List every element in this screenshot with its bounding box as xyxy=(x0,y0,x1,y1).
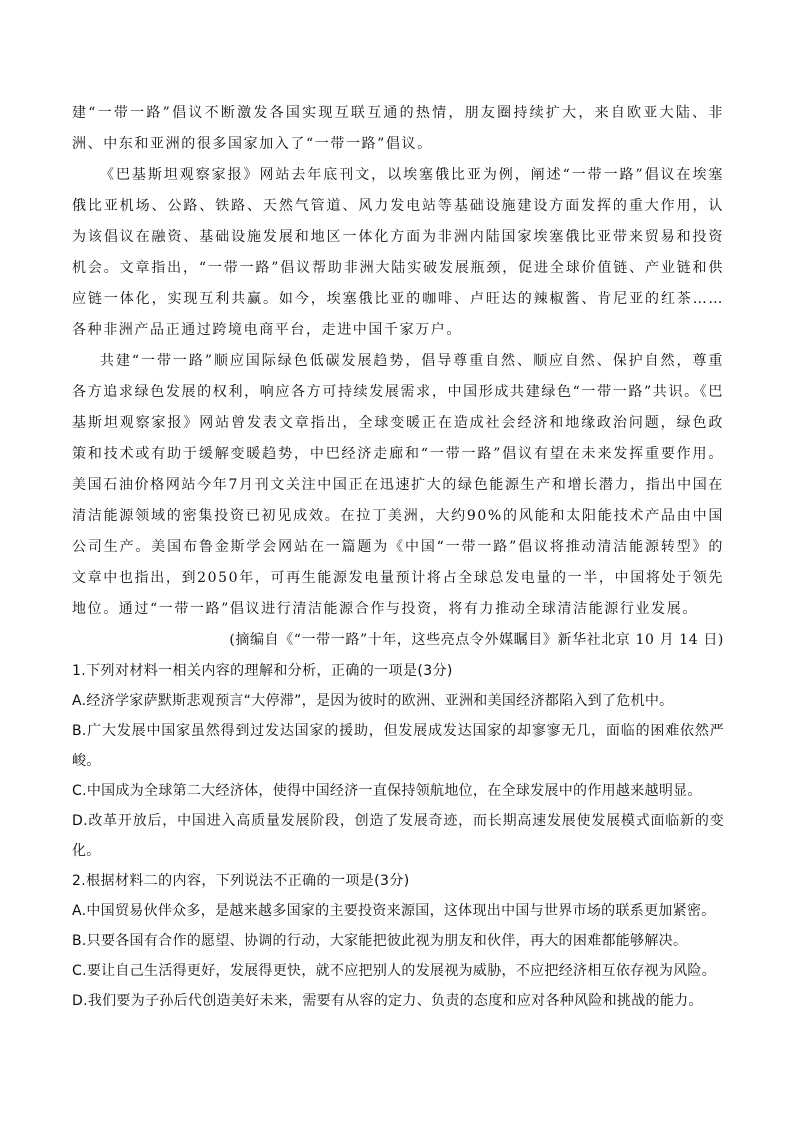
question-1-option-b: B.广大发展中国家虽然得到过发达国家的援助，但发展成发达国家的却寥寥无几，面临的困难依然严峻。 xyxy=(72,723,724,769)
document-content xyxy=(72,98,724,1016)
question-1-option-a: A.经济学家萨默斯悲观预言“大停滞”，是因为彼时的欧洲、亚洲和美国经济都陷入到了危机中。 xyxy=(72,693,674,709)
passage-source: (摘编自《“一带一路”十年，这些亮点令外媒瞩目》新华社北京 10 月 14 日) xyxy=(229,632,724,648)
passage-paragraph-3: 共建“一带一路”顺应国际绿色低碳发展趋势，倡导尊重自然、顺应自然、保护自然，尊重各方追求绿色发展的权利，响应各方可持续发展需求，中国形成共建绿色“一带一路”共识。《巴基斯坦观察家报》网站曾发表文章指出，全球变暖正在造成社会经济和地缘政治问题，绿色政策和技术或有助于缓解变暖趋势，中巴经济走廊和“一带一路”倡议有望在未来发挥重要作用。美国石油价格网站今年7月刊文关注中国正在迅速扩大的绿色能源生产和增长潜力，指出中国在清洁能源领域的密集投资已初见成效。在拉丁美洲，大约90%的风能和太阳能技术产品由中国公司生产。美国布鲁金斯学会网站在一篇题为《中国“一带一路”倡议将推动清洁能源转型》的文章中也指出，到2050年，可再生能源发电量预计将占全球总发电量的一半，中国将处于领先地位。通过“一带一路”倡议进行清洁能源合作与投资，将有力推动全球清洁能源行业发展。 xyxy=(72,353,724,617)
passage-paragraph-1: 建“一带一路”倡议不断激发各国实现互联互通的热情，朋友圈持续扩大，来自欧亚大陆、非洲、中东和亚洲的很多国家加入了“一带一路”倡议。 xyxy=(72,105,724,152)
question-1 xyxy=(72,656,724,866)
question-1-option-c: C.中国成为全球第二大经济体，使得中国经济一直保持领航地位，在全球发展中的作用越来越明显。 xyxy=(72,783,702,799)
question-1-option-d: D.改革开放后，中国进入高质量发展阶段，创造了发展奇迹，而长期高速发展使发展模式面临新的变化。 xyxy=(72,813,724,859)
question-2-option-b: B.只要各国有合作的愿望、协调的行动，大家能把彼此视为朋友和伙伴，再大的困难都能够解决。 xyxy=(72,933,688,949)
question-2 xyxy=(72,866,724,1016)
question-2-option-d: D.我们要为子孙后代创造美好未来，需要有从容的定力、负责的态度和应对各种风险和挑战的能力。 xyxy=(72,993,703,1009)
question-2-option-c: C.要让自己生活得更好，发展得更快，就不应把别人的发展视为威胁，不应把经济相互依存视为风险。 xyxy=(72,963,717,979)
question-stem: 2.根据材料二的内容，下列说法不正确的一项是(3分) xyxy=(72,873,410,889)
question-stem: 1.下列对材料一相关内容的理解和分析，正确的一项是(3分) xyxy=(72,663,453,679)
passage-paragraph-2: 《巴基斯坦观察家报》网站去年底刊文，以埃塞俄比亚为例，阐述“一带一路”倡议在埃塞俄比亚机场、公路、铁路、天然气管道、风力发电站等基础设施建设方面发挥的重大作用，认为该倡议在融资、基础设施发展和地区一体化方面为非洲内陆国家埃塞俄比亚带来贸易和投资机会。文章指出，“一带一路”倡议帮助非洲大陆实破发展瓶颈，促进全球价值链、产业链和供应链一体化，实现互利共赢。如今，埃塞俄比亚的咖啡、卢旺达的辣椒酱、肯尼亚的红茶……各种非洲产品正通过跨境电商平台，走进中国千家万户。 xyxy=(72,167,724,338)
question-2-option-a: A.中国贸易伙伴众多，是越来越多国家的主要投资来源国，这体现出中国与世界市场的联系更加紧密。 xyxy=(72,903,716,919)
reading-passage xyxy=(72,98,724,656)
